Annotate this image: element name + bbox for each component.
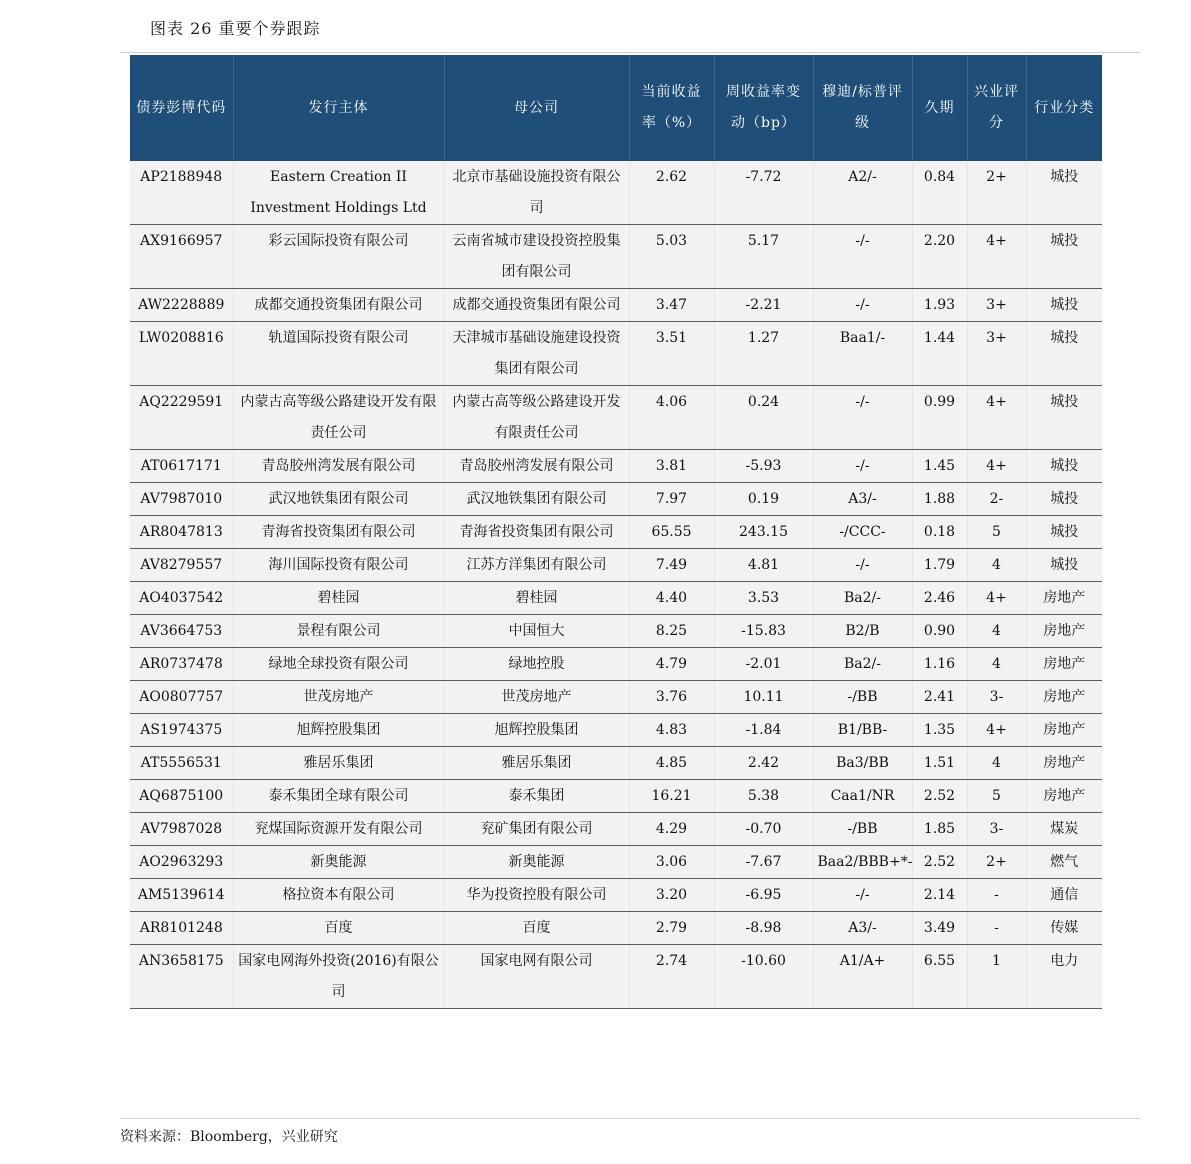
cell-duration: 6.55 xyxy=(912,945,967,1009)
cell-issuer: 兖煤国际资源开发有限公司 xyxy=(233,813,444,846)
cell-issuer: 绿地全球投资有限公司 xyxy=(233,648,444,681)
cell-current-yield: 8.25 xyxy=(629,615,714,648)
cell-moody-sp-rating: -/- xyxy=(813,225,912,289)
cell-current-yield: 4.06 xyxy=(629,386,714,450)
table-row xyxy=(130,648,1102,681)
cell-industry: 煤炭 xyxy=(1026,813,1102,846)
table-body xyxy=(130,161,1102,1009)
cell-bond-code: LW0208816 xyxy=(130,322,233,386)
cell-duration: 1.93 xyxy=(912,289,967,322)
table-row xyxy=(130,386,1102,450)
cell-moody-sp-rating: -/- xyxy=(813,549,912,582)
cell-duration: 1.85 xyxy=(912,813,967,846)
figure-title: 图表 26 重要个券跟踪 xyxy=(150,19,321,38)
cell-current-yield: 4.79 xyxy=(629,648,714,681)
cell-parent-company: 中国恒大 xyxy=(444,615,629,648)
cell-bond-code: AP2188948 xyxy=(130,161,233,225)
cell-industry: 城投 xyxy=(1026,289,1102,322)
table-row xyxy=(130,714,1102,747)
cell-current-yield: 3.51 xyxy=(629,322,714,386)
table-row xyxy=(130,549,1102,582)
cell-moody-sp-rating: -/- xyxy=(813,879,912,912)
cell-parent-company: 成都交通投资集团有限公司 xyxy=(444,289,629,322)
cell-cib-score: 2+ xyxy=(967,161,1026,225)
cell-cib-score: - xyxy=(967,912,1026,945)
table-row xyxy=(130,846,1102,879)
cell-industry: 电力 xyxy=(1026,945,1102,1009)
cell-moody-sp-rating: A3/- xyxy=(813,483,912,516)
cell-issuer: 武汉地铁集团有限公司 xyxy=(233,483,444,516)
cell-duration: 0.90 xyxy=(912,615,967,648)
cell-parent-company: 泰禾集团 xyxy=(444,780,629,813)
cell-duration: 1.44 xyxy=(912,322,967,386)
cell-bond-code: AO4037542 xyxy=(130,582,233,615)
cell-duration: 2.20 xyxy=(912,225,967,289)
cell-industry: 房地产 xyxy=(1026,780,1102,813)
cell-issuer: 格拉资本有限公司 xyxy=(233,879,444,912)
cell-moody-sp-rating: -/CCC- xyxy=(813,516,912,549)
cell-weekly-yield-change: -6.95 xyxy=(714,879,813,912)
cell-issuer: 国家电网海外投资(2016)有限公司 xyxy=(233,945,444,1009)
cell-weekly-yield-change: 3.53 xyxy=(714,582,813,615)
column-header-duration: 久期 xyxy=(912,55,967,161)
cell-industry: 通信 xyxy=(1026,879,1102,912)
cell-industry: 房地产 xyxy=(1026,747,1102,780)
cell-duration: 2.14 xyxy=(912,879,967,912)
cell-bond-code: AO0807757 xyxy=(130,681,233,714)
table-row xyxy=(130,681,1102,714)
cell-industry: 城投 xyxy=(1026,322,1102,386)
cell-industry: 传媒 xyxy=(1026,912,1102,945)
cell-cib-score: 4 xyxy=(967,648,1026,681)
cell-current-yield: 7.97 xyxy=(629,483,714,516)
cell-industry: 燃气 xyxy=(1026,846,1102,879)
cell-cib-score: 4+ xyxy=(967,714,1026,747)
cell-bond-code: AX9166957 xyxy=(130,225,233,289)
cell-weekly-yield-change: 10.11 xyxy=(714,681,813,714)
cell-issuer: 泰禾集团全球有限公司 xyxy=(233,780,444,813)
table-row xyxy=(130,945,1102,1009)
column-header-moody-sp-rating: 穆迪/标普评级 xyxy=(813,55,912,161)
cell-cib-score: 4+ xyxy=(967,582,1026,615)
cell-bond-code: AN3658175 xyxy=(130,945,233,1009)
cell-current-yield: 4.83 xyxy=(629,714,714,747)
table-row xyxy=(130,483,1102,516)
cell-duration: 2.41 xyxy=(912,681,967,714)
cell-industry: 城投 xyxy=(1026,549,1102,582)
cell-issuer: 青岛胶州湾发展有限公司 xyxy=(233,450,444,483)
cell-duration: 1.51 xyxy=(912,747,967,780)
cell-duration: 1.45 xyxy=(912,450,967,483)
column-header-weekly-yield-change: 周收益率变动（bp） xyxy=(714,55,813,161)
cell-industry: 城投 xyxy=(1026,386,1102,450)
cell-duration: 0.18 xyxy=(912,516,967,549)
cell-parent-company: 碧桂园 xyxy=(444,582,629,615)
cell-moody-sp-rating: -/BB xyxy=(813,813,912,846)
table-row xyxy=(130,225,1102,289)
cell-cib-score: 1 xyxy=(967,945,1026,1009)
column-header-current-yield: 当前收益率（%） xyxy=(629,55,714,161)
cell-issuer: 百度 xyxy=(233,912,444,945)
cell-issuer: 旭辉控股集团 xyxy=(233,714,444,747)
cell-duration: 0.99 xyxy=(912,386,967,450)
cell-industry: 房地产 xyxy=(1026,648,1102,681)
cell-weekly-yield-change: -0.70 xyxy=(714,813,813,846)
table-row xyxy=(130,879,1102,912)
cell-current-yield: 7.49 xyxy=(629,549,714,582)
cell-issuer: 景程有限公司 xyxy=(233,615,444,648)
cell-moody-sp-rating: Baa1/- xyxy=(813,322,912,386)
column-header-industry: 行业分类 xyxy=(1026,55,1102,161)
cell-cib-score: 5 xyxy=(967,516,1026,549)
cell-weekly-yield-change: 243.15 xyxy=(714,516,813,549)
top-divider xyxy=(120,52,1140,53)
cell-weekly-yield-change: -10.60 xyxy=(714,945,813,1009)
bond-tracking-table xyxy=(130,55,1102,1009)
cell-issuer: 彩云国际投资有限公司 xyxy=(233,225,444,289)
cell-bond-code: AT0617171 xyxy=(130,450,233,483)
cell-current-yield: 3.47 xyxy=(629,289,714,322)
cell-parent-company: 青岛胶州湾发展有限公司 xyxy=(444,450,629,483)
cell-current-yield: 3.20 xyxy=(629,879,714,912)
cell-cib-score: 3+ xyxy=(967,289,1026,322)
cell-cib-score: 4 xyxy=(967,549,1026,582)
table-row xyxy=(130,161,1102,225)
cell-bond-code: AQ6875100 xyxy=(130,780,233,813)
cell-cib-score: 2+ xyxy=(967,846,1026,879)
cell-moody-sp-rating: Baa2/BBB+*- xyxy=(813,846,912,879)
cell-current-yield: 16.21 xyxy=(629,780,714,813)
cell-weekly-yield-change: 0.19 xyxy=(714,483,813,516)
cell-issuer: 内蒙古高等级公路建设开发有限责任公司 xyxy=(233,386,444,450)
cell-current-yield: 4.40 xyxy=(629,582,714,615)
cell-industry: 房地产 xyxy=(1026,714,1102,747)
cell-parent-company: 江苏方洋集团有限公司 xyxy=(444,549,629,582)
cell-moody-sp-rating: B1/BB- xyxy=(813,714,912,747)
cell-weekly-yield-change: 5.17 xyxy=(714,225,813,289)
cell-weekly-yield-change: -2.01 xyxy=(714,648,813,681)
cell-current-yield: 2.74 xyxy=(629,945,714,1009)
cell-weekly-yield-change: -5.93 xyxy=(714,450,813,483)
cell-issuer: 青海省投资集团有限公司 xyxy=(233,516,444,549)
cell-parent-company: 百度 xyxy=(444,912,629,945)
cell-industry: 城投 xyxy=(1026,161,1102,225)
source-note: 资料来源：Bloomberg，兴业研究 xyxy=(120,1129,338,1145)
cell-cib-score: 4+ xyxy=(967,386,1026,450)
cell-duration: 2.52 xyxy=(912,780,967,813)
cell-duration: 1.35 xyxy=(912,714,967,747)
cell-weekly-yield-change: -2.21 xyxy=(714,289,813,322)
table-row xyxy=(130,289,1102,322)
cell-moody-sp-rating: B2/B xyxy=(813,615,912,648)
cell-parent-company: 新奥能源 xyxy=(444,846,629,879)
cell-current-yield: 2.79 xyxy=(629,912,714,945)
cell-moody-sp-rating: A1/A+ xyxy=(813,945,912,1009)
cell-parent-company: 国家电网有限公司 xyxy=(444,945,629,1009)
cell-duration: 0.84 xyxy=(912,161,967,225)
column-header-issuer: 发行主体 xyxy=(233,55,444,161)
cell-parent-company: 旭辉控股集团 xyxy=(444,714,629,747)
table-row xyxy=(130,322,1102,386)
cell-parent-company: 绿地控股 xyxy=(444,648,629,681)
cell-cib-score: 3- xyxy=(967,681,1026,714)
cell-cib-score: 4 xyxy=(967,615,1026,648)
table-header-row xyxy=(130,55,1102,161)
cell-moody-sp-rating: A3/- xyxy=(813,912,912,945)
cell-current-yield: 3.06 xyxy=(629,846,714,879)
cell-duration: 2.46 xyxy=(912,582,967,615)
cell-cib-score: 4 xyxy=(967,747,1026,780)
cell-issuer: 轨道国际投资有限公司 xyxy=(233,322,444,386)
cell-weekly-yield-change: 4.81 xyxy=(714,549,813,582)
cell-moody-sp-rating: Ba3/BB xyxy=(813,747,912,780)
cell-issuer: 海川国际投资有限公司 xyxy=(233,549,444,582)
bottom-divider xyxy=(120,1118,1140,1119)
cell-weekly-yield-change: -7.67 xyxy=(714,846,813,879)
cell-cib-score: 4+ xyxy=(967,225,1026,289)
cell-bond-code: AO2963293 xyxy=(130,846,233,879)
cell-bond-code: AQ2229591 xyxy=(130,386,233,450)
cell-weekly-yield-change: 0.24 xyxy=(714,386,813,450)
cell-bond-code: AR8047813 xyxy=(130,516,233,549)
table-row xyxy=(130,450,1102,483)
cell-weekly-yield-change: 5.38 xyxy=(714,780,813,813)
cell-issuer: Eastern Creation II Investment Holdings Ltd xyxy=(233,161,444,225)
cell-duration: 3.49 xyxy=(912,912,967,945)
column-header-bond-code: 债券彭博代码 xyxy=(130,55,233,161)
cell-issuer: 成都交通投资集团有限公司 xyxy=(233,289,444,322)
cell-parent-company: 内蒙古高等级公路建设开发有限责任公司 xyxy=(444,386,629,450)
cell-bond-code: AS1974375 xyxy=(130,714,233,747)
column-header-cib-score: 兴业评分 xyxy=(967,55,1026,161)
cell-cib-score: 4+ xyxy=(967,450,1026,483)
cell-current-yield: 4.29 xyxy=(629,813,714,846)
table-row xyxy=(130,747,1102,780)
table-row xyxy=(130,780,1102,813)
cell-bond-code: AT5556531 xyxy=(130,747,233,780)
cell-weekly-yield-change: -15.83 xyxy=(714,615,813,648)
cell-issuer: 新奥能源 xyxy=(233,846,444,879)
cell-industry: 房地产 xyxy=(1026,615,1102,648)
cell-moody-sp-rating: A2/- xyxy=(813,161,912,225)
cell-cib-score: 5 xyxy=(967,780,1026,813)
table-row xyxy=(130,912,1102,945)
cell-current-yield: 3.81 xyxy=(629,450,714,483)
cell-bond-code: AM5139614 xyxy=(130,879,233,912)
cell-current-yield: 4.85 xyxy=(629,747,714,780)
cell-weekly-yield-change: 2.42 xyxy=(714,747,813,780)
cell-parent-company: 雅居乐集团 xyxy=(444,747,629,780)
table-row xyxy=(130,813,1102,846)
cell-industry: 房地产 xyxy=(1026,681,1102,714)
cell-weekly-yield-change: 1.27 xyxy=(714,322,813,386)
cell-weekly-yield-change: -7.72 xyxy=(714,161,813,225)
cell-bond-code: AV8279557 xyxy=(130,549,233,582)
cell-moody-sp-rating: -/- xyxy=(813,386,912,450)
cell-current-yield: 2.62 xyxy=(629,161,714,225)
cell-industry: 城投 xyxy=(1026,450,1102,483)
cell-issuer: 碧桂园 xyxy=(233,582,444,615)
cell-bond-code: AR0737478 xyxy=(130,648,233,681)
cell-weekly-yield-change: -8.98 xyxy=(714,912,813,945)
cell-weekly-yield-change: -1.84 xyxy=(714,714,813,747)
cell-parent-company: 世茂房地产 xyxy=(444,681,629,714)
cell-duration: 1.16 xyxy=(912,648,967,681)
cell-bond-code: AV7987028 xyxy=(130,813,233,846)
cell-moody-sp-rating: Ba2/- xyxy=(813,582,912,615)
cell-bond-code: AV3664753 xyxy=(130,615,233,648)
cell-cib-score: - xyxy=(967,879,1026,912)
cell-duration: 1.88 xyxy=(912,483,967,516)
cell-moody-sp-rating: -/- xyxy=(813,450,912,483)
cell-duration: 2.52 xyxy=(912,846,967,879)
cell-bond-code: AR8101248 xyxy=(130,912,233,945)
cell-bond-code: AW2228889 xyxy=(130,289,233,322)
cell-current-yield: 5.03 xyxy=(629,225,714,289)
cell-bond-code: AV7987010 xyxy=(130,483,233,516)
cell-parent-company: 天津城市基础设施建设投资集团有限公司 xyxy=(444,322,629,386)
cell-parent-company: 青海省投资集团有限公司 xyxy=(444,516,629,549)
table-row xyxy=(130,615,1102,648)
cell-issuer: 雅居乐集团 xyxy=(233,747,444,780)
cell-industry: 房地产 xyxy=(1026,582,1102,615)
cell-parent-company: 云南省城市建设投资控股集团有限公司 xyxy=(444,225,629,289)
cell-issuer: 世茂房地产 xyxy=(233,681,444,714)
cell-current-yield: 3.76 xyxy=(629,681,714,714)
cell-current-yield: 65.55 xyxy=(629,516,714,549)
cell-moody-sp-rating: Caa1/NR xyxy=(813,780,912,813)
cell-parent-company: 武汉地铁集团有限公司 xyxy=(444,483,629,516)
cell-cib-score: 3+ xyxy=(967,322,1026,386)
cell-industry: 城投 xyxy=(1026,483,1102,516)
cell-moody-sp-rating: Ba2/- xyxy=(813,648,912,681)
cell-parent-company: 华为投资控股有限公司 xyxy=(444,879,629,912)
table-row xyxy=(130,516,1102,549)
table-row xyxy=(130,582,1102,615)
column-header-parent-company: 母公司 xyxy=(444,55,629,161)
cell-parent-company: 北京市基础设施投资有限公司 xyxy=(444,161,629,225)
cell-cib-score: 3- xyxy=(967,813,1026,846)
cell-moody-sp-rating: -/BB xyxy=(813,681,912,714)
cell-duration: 1.79 xyxy=(912,549,967,582)
cell-moody-sp-rating: -/- xyxy=(813,289,912,322)
cell-industry: 城投 xyxy=(1026,225,1102,289)
cell-cib-score: 2- xyxy=(967,483,1026,516)
cell-industry: 城投 xyxy=(1026,516,1102,549)
cell-parent-company: 兖矿集团有限公司 xyxy=(444,813,629,846)
